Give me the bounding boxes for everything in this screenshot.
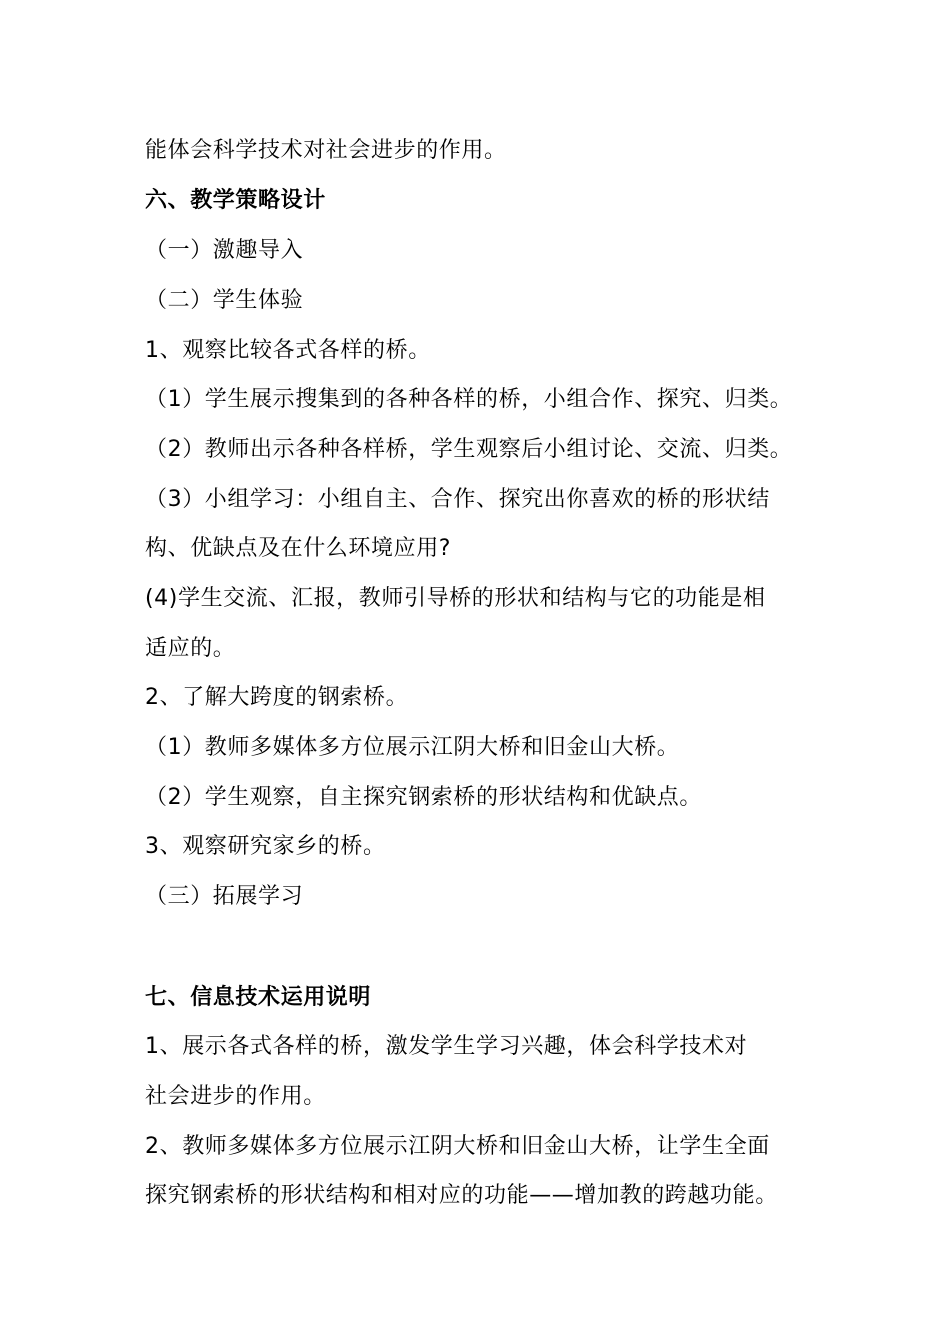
list-subitem: （2）教师出示各种各样桥，学生观察后小组讨论、交流、归类。 <box>145 437 793 462</box>
subsection-heading-3: （三）拓展学习 <box>145 884 304 909</box>
list-subitem-continuation: 适应的。 <box>145 636 236 661</box>
list-item-continuation: 社会进步的作用。 <box>145 1084 326 1109</box>
section-heading-6: 六、教学策略设计 <box>145 188 326 213</box>
list-item-1: 1、展示各式各样的桥，激发学生学习兴趣，体会科学技术对 <box>145 1034 748 1059</box>
list-item-2: 2、了解大跨度的钢索桥。 <box>145 685 409 710</box>
list-item-continuation: 探究钢索桥的形状结构和相对应的功能——增加教的跨越功能。 <box>145 1183 778 1208</box>
section-heading-7: 七、信息技术运用说明 <box>145 985 372 1010</box>
list-subitem: （2）学生观察，自主探究钢索桥的形状结构和优缺点。 <box>145 785 702 810</box>
list-subitem: （1）学生展示搜集到的各种各样的桥，小组合作、探究、归类。 <box>145 387 793 412</box>
list-subitem: （1）教师多媒体多方位展示江阴大桥和旧金山大桥。 <box>145 735 680 760</box>
list-subitem: (4)学生交流、汇报，教师引导桥的形状和结构与它的功能是相 <box>145 586 766 611</box>
list-item-1: 1、观察比较各式各样的桥。 <box>145 338 431 363</box>
list-subitem: （3）小组学习：小组自主、合作、探究出你喜欢的桥的形状结 <box>145 487 770 512</box>
list-item-3: 3、观察研究家乡的桥。 <box>145 834 386 859</box>
list-subitem-continuation: 构、优缺点及在什么环境应用? <box>145 536 452 561</box>
subsection-heading-2: （二）学生体验 <box>145 288 304 313</box>
list-item-2: 2、教师多媒体多方位展示江阴大桥和旧金山大桥，让学生全面 <box>145 1134 770 1159</box>
paragraph-continuation: 能体会科学技术对社会进步的作用。 <box>145 138 507 163</box>
subsection-heading-1: （一）激趣导入 <box>145 238 304 263</box>
